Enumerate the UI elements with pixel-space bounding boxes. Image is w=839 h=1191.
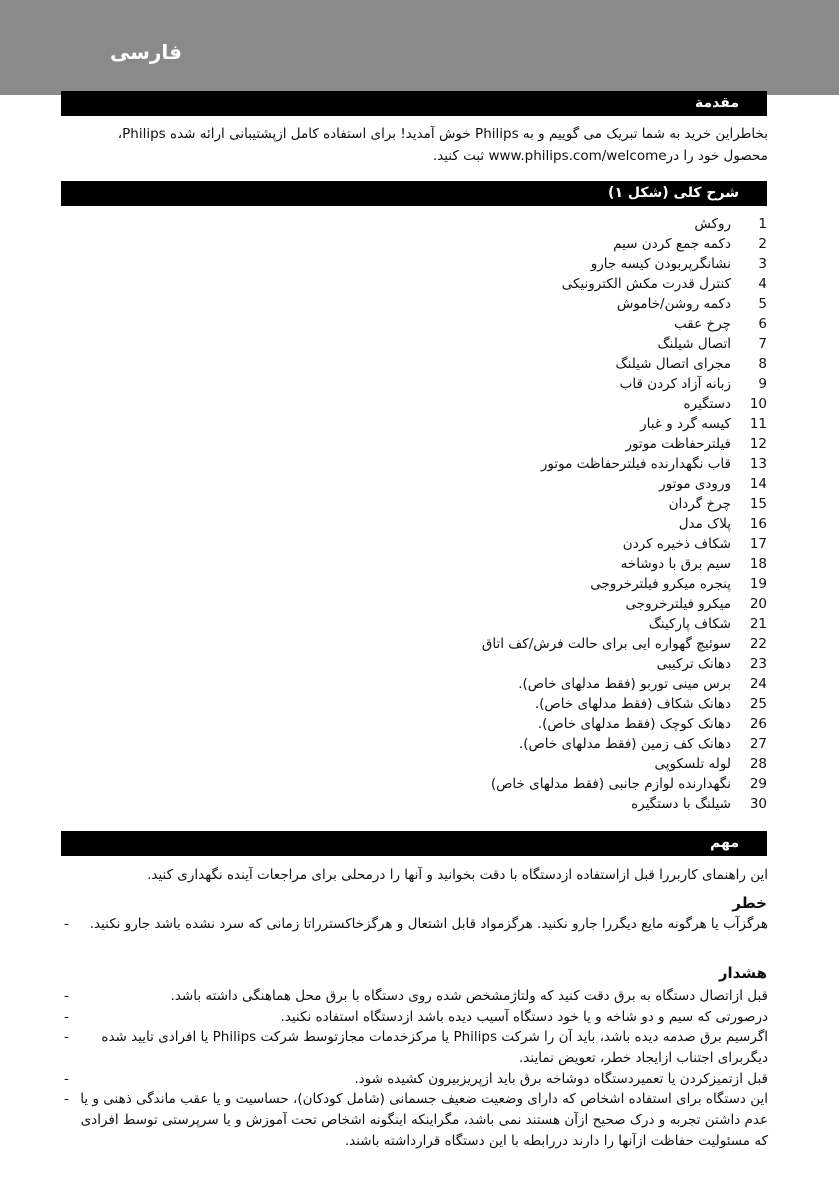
item-number: 5 [758,296,767,312]
list-item [167,694,767,714]
intro-heading: مقدمة [61,91,767,116]
list-item [167,374,767,394]
intro-text: بخاطراین خرید به شما تبریک می گوییم و به Philips خوش آمدید! برای استفاده کامل ازپشتیبانی ارائه شده Philips، محصول خود را درwww.philips.com/welcome ثبت کنید. [117,126,768,164]
list-item [167,454,767,474]
item-number: 28 [749,756,767,772]
item-number: 19 [749,576,767,592]
item-number: 3 [758,256,767,272]
item-number: 8 [758,356,767,372]
list-item [167,674,767,694]
item-label: نشانگرپربودن کیسه جارو [590,256,731,272]
bullet-dash: - [64,916,69,932]
list-item [167,574,767,594]
item-number: 21 [749,616,767,632]
item-number: 16 [749,516,767,532]
item-label: پنجره میکرو فیلترخروجی [590,576,731,592]
list-item [167,714,767,734]
warning-item-text: این دستگاه برای استفاده اشخاص که دارای وضعیت ضعیف جسمانی (شامل کودکان)، حساسیت و یا عقب ماندگی ذهنی و یا عدم داشتن تجربه و درک صحیح ازآن هستند نمی باشد، مگراینکه اینگونه اشخاص تحت آموزش و یا سرپرستی توسط افرادی که مسئولیت حفاظت ازآنها را دارند دررابطه با این دستگاه قرارداشته باشند. [80,1091,768,1149]
item-label: اتصال شیلنگ [657,336,731,352]
warning-item [64,1027,768,1069]
item-label: شکاف پارکینگ [648,616,731,632]
item-number: 9 [758,376,767,392]
item-label: کیسه گرد و غبار [640,416,731,432]
item-number: 14 [749,476,767,492]
warning-item [64,986,768,1007]
list-item [167,514,767,534]
item-number: 29 [749,776,767,792]
item-number: 7 [758,336,767,352]
important-heading: مهم [61,831,767,856]
list-item [167,594,767,614]
item-number: 2 [758,236,767,252]
list-item [167,434,767,454]
item-number: 10 [749,396,767,412]
item-label: میکرو فیلترخروجی [625,596,731,612]
warning-heading: هشدار [718,964,767,982]
item-label: برس مینی توربو (فقط مدلهای خاص). [518,676,731,692]
item-label: شیلنگ با دستگیره [631,796,731,812]
item-number: 13 [749,456,767,472]
warning-item-text: اگرسیم برق صدمه دیده باشد، باید آن را شرکت Philips یا مرکزخدمات مجازتوسط شرکت Philips یا افرادی تایید شده دیگربرای اجتناب ازایجاد خطر، تعویض نمایند. [101,1029,768,1066]
item-number: 23 [749,656,767,672]
item-number: 6 [758,316,767,332]
item-number: 1 [758,216,767,232]
list-item [167,474,767,494]
item-label: پلاک مدل [678,516,731,532]
item-number: 12 [749,436,767,452]
list-item [167,274,767,294]
important-text: این راهنمای کاربررا قبل ازاستفاده ازدستگاه با دقت بخوانید و آنها را درمحلی برای مراجعات آینده نگهداری کنید. [147,867,768,883]
item-number: 15 [749,496,767,512]
list-item [167,774,767,794]
list-item [167,314,767,334]
bullet-dash: - [64,988,69,1004]
list-item [167,494,767,514]
item-label: نگهدارنده لوازم جانبی (فقط مدلهای خاص) [490,776,731,792]
list-item [167,554,767,574]
list-item [167,614,767,634]
item-label: زبانه آزاد کردن قاب [619,376,731,392]
bullet-dash: - [64,1009,69,1025]
list-item [167,754,767,774]
list-item [167,354,767,374]
language-title: فارسی [110,40,183,64]
overview-heading: شرح کلی (شکل ۱) [61,181,767,206]
item-number: 25 [749,696,767,712]
item-label: مجرای اتصال شیلنگ [615,356,731,372]
list-item [167,294,767,314]
item-label: ورودی موتور [659,476,731,492]
parts-list [167,214,767,814]
warning-item-text: قبل ازاتصال دستگاه به برق دقت کنید که ولتاژمشخص شده روی دستگاه با برق محل هماهنگی داشته باشد. [170,988,768,1004]
warning-item [64,1007,768,1028]
item-label: دهانک کف زمین (فقط مدلهای خاص). [518,736,731,752]
bullet-dash: - [64,1029,69,1045]
list-item [167,214,767,234]
item-label: قاب نگهدارنده فیلترحفاظت موتور [540,456,731,472]
item-label: روکش [694,216,731,232]
warning-item [64,1069,768,1090]
item-label: شکاف ذخیره کردن [622,536,731,552]
warning-item-text: درصورتی که سیم و دو شاخه و یا خود دستگاه آسیب دیده باشد ازدستگاه استفاده نکنید. [280,1009,768,1025]
item-label: چرخ عقب [674,316,731,332]
list-item [167,654,767,674]
item-label: دهانک شکاف (فقط مدلهای خاص). [534,696,731,712]
item-label: لوله تلسکوپی [654,756,731,772]
item-number: 30 [749,796,767,812]
item-label: چرخ گردان [668,496,731,512]
list-item [167,414,767,434]
bullet-dash: - [64,1071,69,1087]
item-label: کنترل قدرت مکش الکترونیکی [561,276,731,292]
list-item [167,534,767,554]
item-label: دستگیره [683,396,731,412]
bullet-dash: - [64,1091,69,1107]
warning-item [64,1089,768,1152]
item-number: 17 [749,536,767,552]
item-label: فیلترحفاظت موتور [625,436,731,452]
list-item [167,254,767,274]
item-number: 4 [758,276,767,292]
danger-heading: خطر [732,894,767,912]
item-label: سیم برق با دوشاخه [620,556,731,572]
list-item [167,334,767,354]
list-item [167,794,767,814]
warning-item-text: قبل ازتمیزکردن یا تعمیردستگاه دوشاخه برق باید ازپریزبیرون کشیده شود. [354,1071,768,1087]
item-label: دکمه روشن/خاموش [616,296,731,312]
list-item [167,234,767,254]
item-number: 11 [749,416,767,432]
item-number: 18 [749,556,767,572]
list-item [167,634,767,654]
item-number: 26 [749,716,767,732]
item-number: 22 [749,636,767,652]
item-label: سوئیچ گهواره ایی برای حالت فرش/کف اتاق [481,636,731,652]
item-number: 20 [749,596,767,612]
item-number: 27 [749,736,767,752]
list-item [167,394,767,414]
item-label: دهانک کوچک (فقط مدلهای خاص). [537,716,731,732]
header-bar [0,0,839,95]
danger-item-text: هرگزآب یا هرگونه مایع دیگررا جارو نکنید. هرگزمواد قابل اشتعال و هرگزخاکسترراتا زمانی که سرد نشده باشد جارو نکنید. [89,916,768,932]
item-number: 24 [749,676,767,692]
item-label: دهانک ترکیبی [656,656,731,672]
list-item [167,734,767,754]
danger-item [64,914,768,935]
item-label: دکمه جمع کردن سیم [613,236,731,252]
